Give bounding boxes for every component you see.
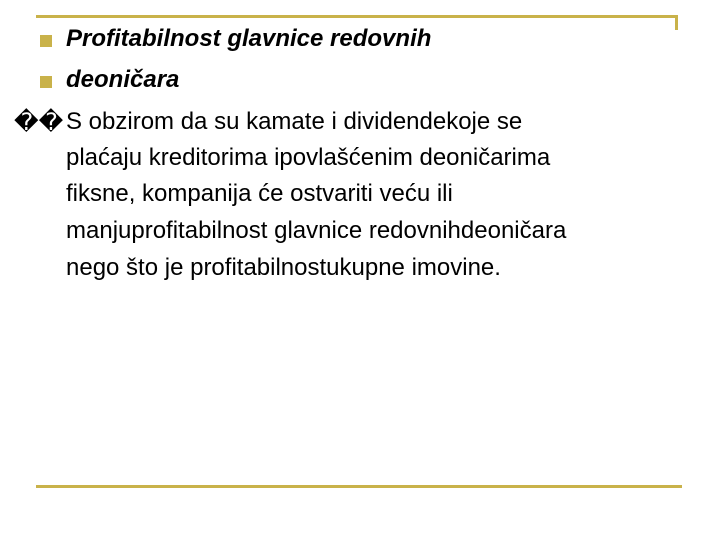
square-bullet-icon xyxy=(40,35,52,47)
square-bullet-icon xyxy=(40,76,52,88)
replacement-character-glyph: �� xyxy=(14,108,64,136)
top-decorative-rule xyxy=(36,15,678,18)
heading-line-2: deoničara xyxy=(66,66,180,93)
heading-line-1: Profitabilnost glavnice redovnih xyxy=(66,25,432,52)
top-right-decorative-rule xyxy=(675,15,678,30)
paragraph-line-5: nego što je profitabilnostukupne imovine. xyxy=(66,254,501,281)
paragraph-line-3: fiksne, kompanija će ostvariti veću ili xyxy=(66,180,453,207)
paragraph-line-1: S obzirom da su kamate i dividendekoje se xyxy=(66,108,523,135)
paragraph-line-2: plaćaju kreditorima ipovlašćenim deoničarima xyxy=(66,144,551,171)
bottom-decorative-rule xyxy=(36,485,682,488)
paragraph-line-4: manjuprofitabilnost glavnice redovnihdeoničara xyxy=(66,217,567,244)
